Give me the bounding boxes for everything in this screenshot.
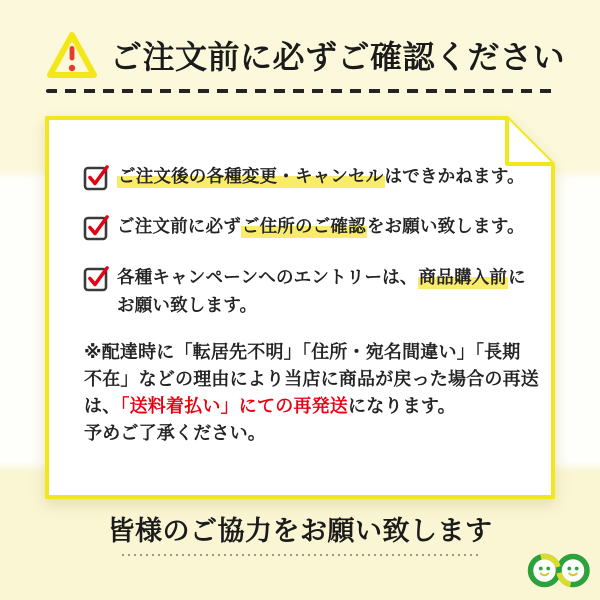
footer bbox=[0, 509, 600, 556]
footer-dotted-underline bbox=[122, 554, 478, 556]
highlighted-text: ご注文後の各種変更・キャンセル bbox=[118, 166, 384, 186]
text-segment: になります。 bbox=[348, 396, 456, 416]
text-segment: は、 bbox=[84, 396, 121, 416]
text-segment: ご注文前に必ず bbox=[117, 216, 241, 236]
infinity-smiley-faces-logo bbox=[525, 547, 593, 598]
text-segment: 不在」などの理由により当店に商品が戻った場合の再送 bbox=[84, 369, 539, 389]
page-title: ご注文前に必ずご確認ください bbox=[110, 39, 566, 75]
dashed-divider bbox=[46, 89, 554, 93]
text-segment: はできかねます。 bbox=[384, 166, 525, 186]
footer-message: 皆様のご協力をお願い致します bbox=[107, 516, 493, 546]
highlighted-text: 商品購入前 bbox=[418, 267, 508, 287]
notice-card-content bbox=[47, 118, 553, 497]
text-segment: ※配達時に「転居先不明」「住所・宛名間違い」「長期 bbox=[84, 342, 521, 362]
redelivery-note bbox=[84, 339, 539, 447]
highlighted-text: ご住所のご確認 bbox=[241, 216, 366, 236]
checklist-item-text bbox=[117, 162, 525, 190]
text-segment: に bbox=[508, 267, 526, 287]
text-segment: をお願い致します。 bbox=[366, 216, 525, 236]
checked-checkbox-icon bbox=[83, 164, 110, 196]
header bbox=[46, 28, 566, 93]
text-segment: 予めご了承ください。 bbox=[84, 423, 266, 443]
checklist-item bbox=[83, 162, 525, 196]
text-segment: 各種キャンペーンへのエントリーは、 bbox=[117, 267, 418, 287]
checked-checkbox-icon bbox=[83, 265, 110, 297]
warning-triangle-icon bbox=[46, 30, 98, 80]
checklist-item bbox=[83, 263, 526, 319]
emphasis-red-text: 「送料着払い」にての再発送 bbox=[120, 396, 349, 416]
text-segment: お願い致します。 bbox=[117, 295, 258, 315]
checklist-item-text bbox=[117, 212, 525, 240]
checklist-item-text bbox=[117, 263, 526, 319]
checklist-item bbox=[83, 212, 525, 246]
checked-checkbox-icon bbox=[83, 214, 110, 246]
